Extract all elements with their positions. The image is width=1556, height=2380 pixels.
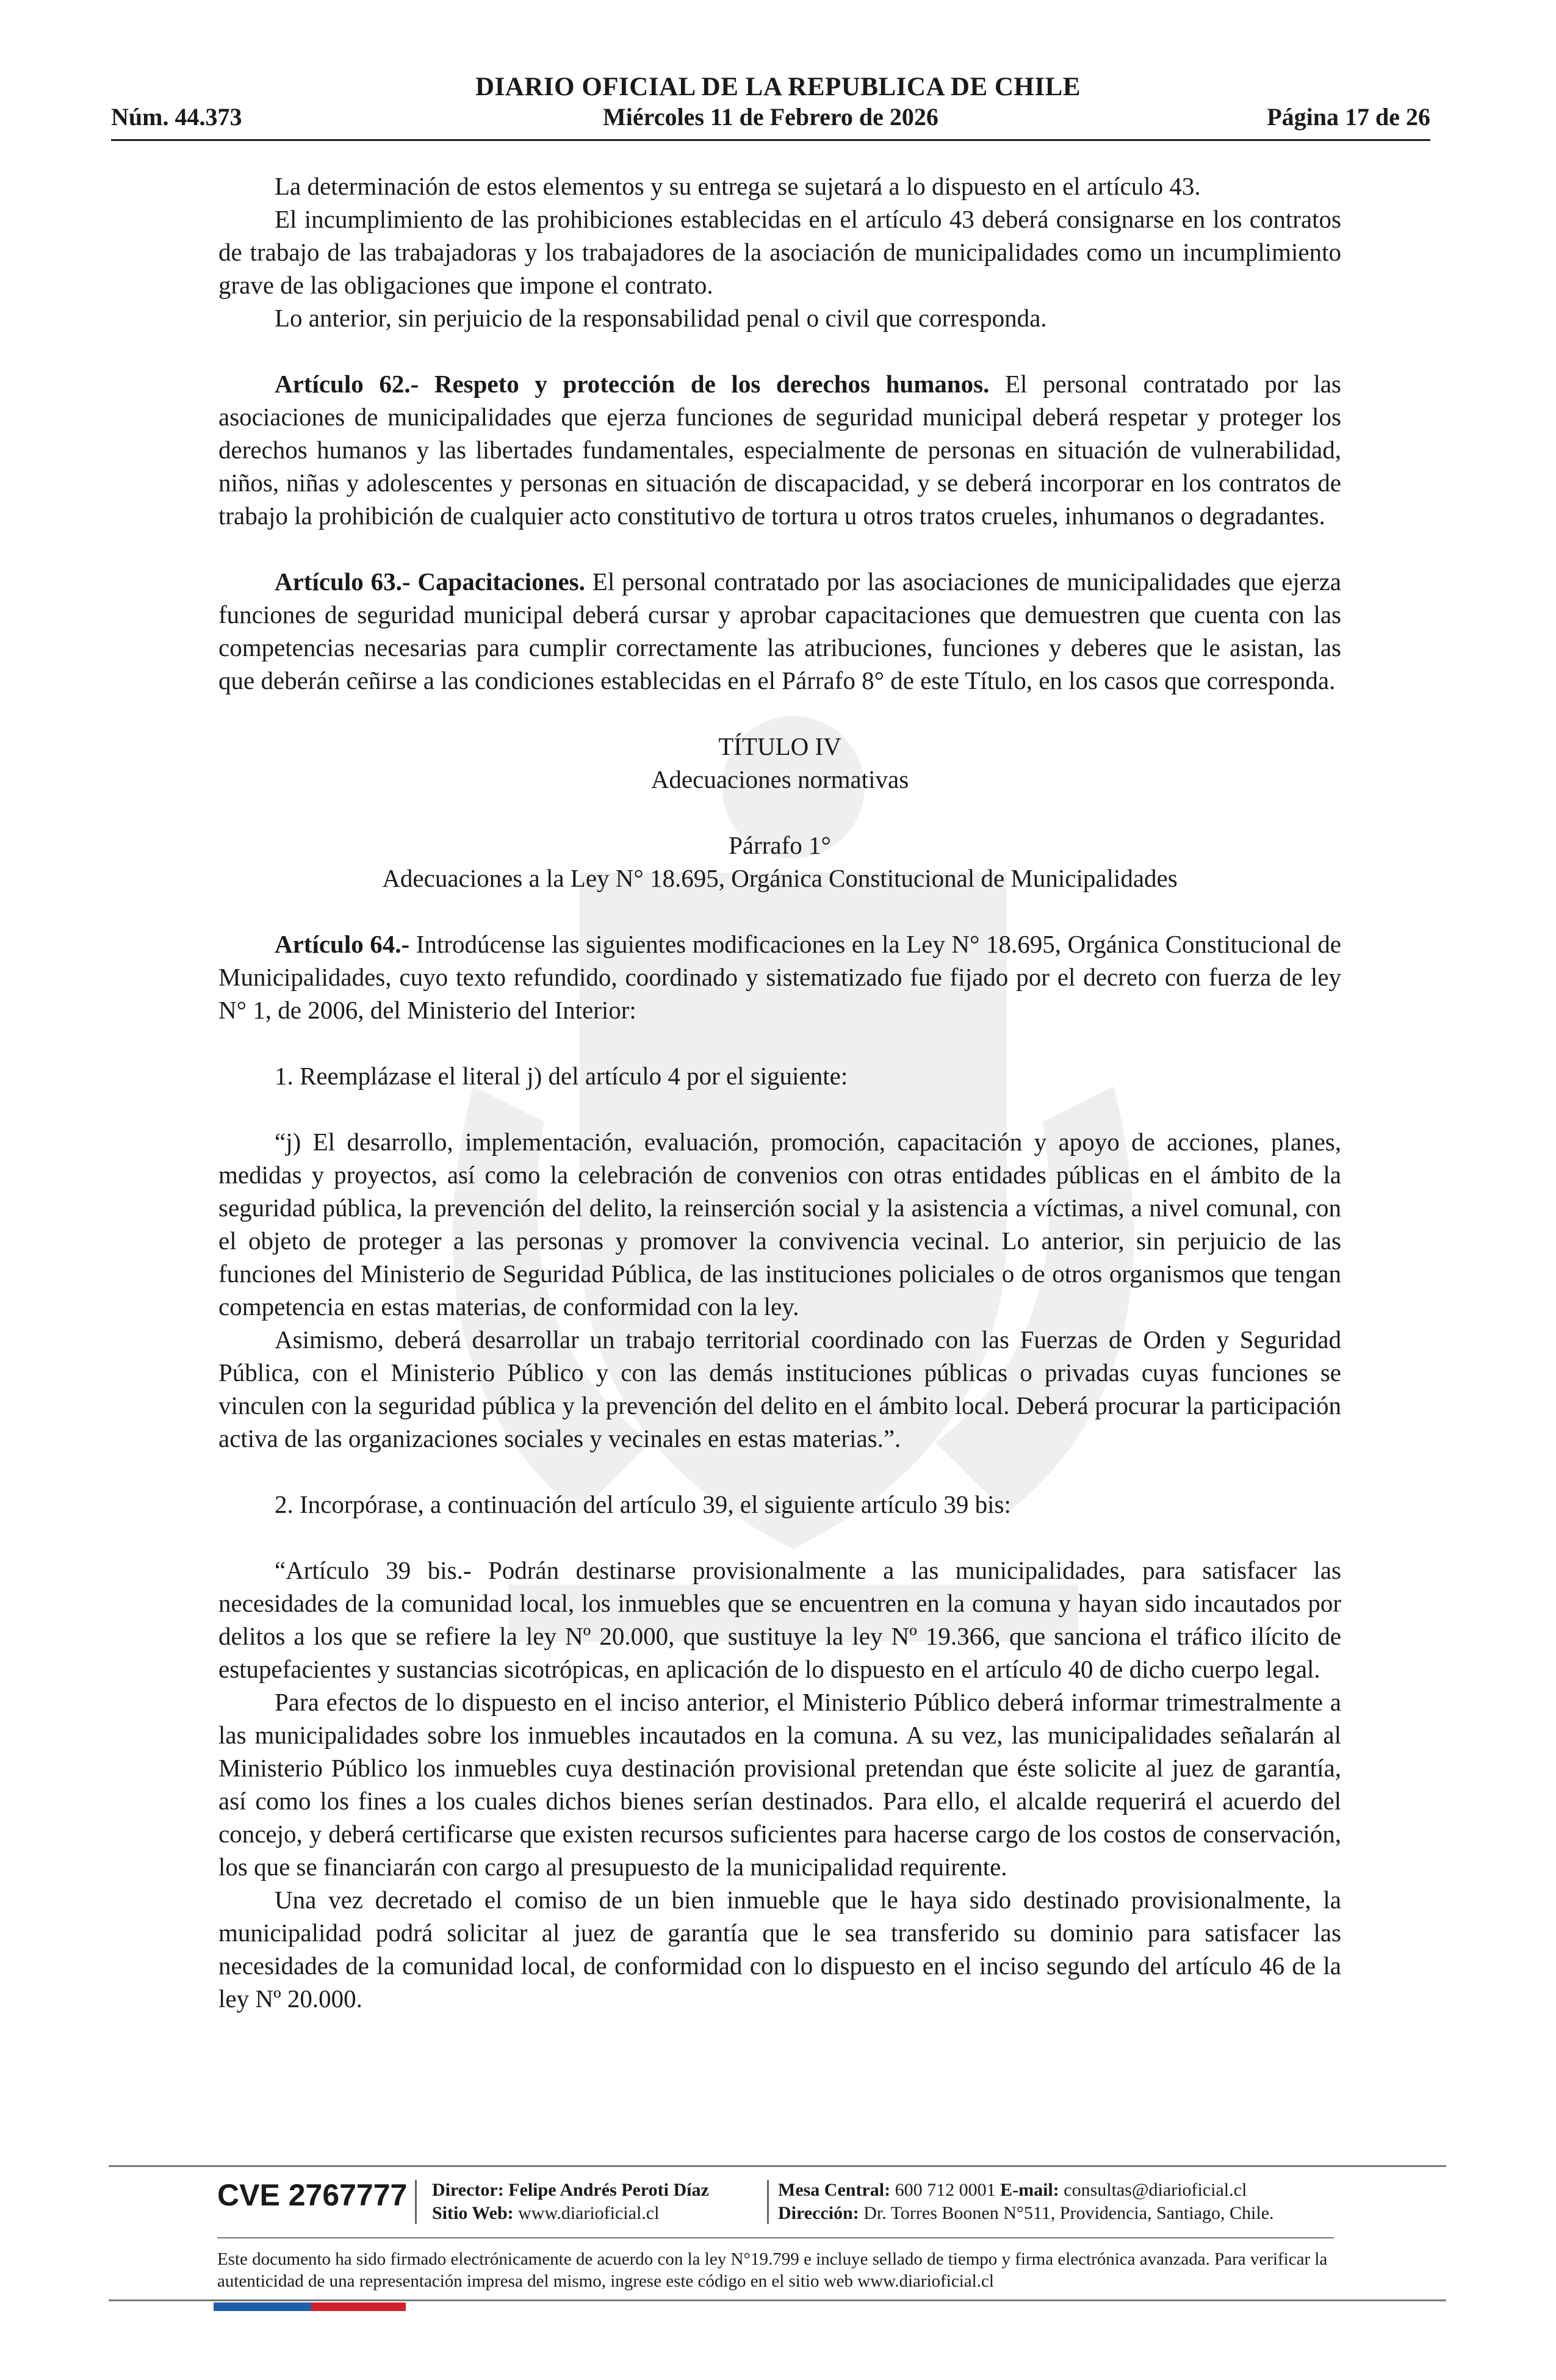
article-63 <box>218 565 1341 697</box>
director-info <box>432 2179 709 2225</box>
numbered-item-1: 1. Reemplázase el literal j) del artículo 4 por el siguiente: <box>275 1062 848 1090</box>
page-number: Página 17 de 26 <box>1267 103 1430 131</box>
email-link[interactable]: consultas@diarioficial.cl <box>1059 2180 1247 2200</box>
phone-label: Mesa Central: <box>778 2180 891 2200</box>
article-62-text: El personal contratado por las asociaciones de municipalidades que ejerza funciones de seguridad municipal deberá respetar y proteger los derechos humanos y las libertades fundamentales, especialmente de personas en situación de vulnerabilidad, niños, niñas y adolescentes y personas en situación de discapacidad, y se deberá incorporar en los contratos de trabajo la prohibición de cualquier acto constitutivo de tortura u otros tratos crueles, inhumanos o degradantes. <box>218 370 1342 530</box>
title-heading: TÍTULO IV <box>718 732 841 760</box>
paragraph-heading: Párrafo 1° <box>729 831 831 859</box>
email-label: E-mail: <box>1000 2180 1059 2200</box>
issue-number: Núm. 44.373 <box>111 103 242 131</box>
website-label: Sitio Web: <box>432 2203 514 2223</box>
footer-divider <box>217 2237 1334 2238</box>
article-64-text: Introdúcense las siguientes modificaciones en la Ley N° 18.695, Orgánica Constitucional de Municipalidades, cuyo texto refundido, coordinado y sistematizado fue fijado por el decreto con fuerza de ley N° 1, de 2006, del Ministerio del Interior: <box>218 930 1341 1024</box>
paragraph: La determinación de estos elementos y su entrega se sujetará a lo dispuesto en el artículo 43. <box>275 172 1201 200</box>
legal-notice: Este documento ha sido firmado electrónicamente de acuerdo con la ley N°19.799 e incluye sellado de tiempo y firma electrónica avanzada. Para verificar la autenticidad de una representación impresa del mismo, ingrese este código en el sitio web www.diarioficial.cl <box>217 2249 1328 2291</box>
numbered-item-2: 2. Incorpórase, a continuación del artículo 39, el siguiente artículo 39 bis: <box>275 1490 1011 1518</box>
footer-divider <box>109 2299 1446 2301</box>
footer-divider <box>109 2165 1446 2167</box>
article-62-title: Artículo 62.- Respeto y protección de los derechos humanos. <box>275 370 990 398</box>
contact-info <box>778 2179 1274 2225</box>
footer-separator <box>767 2180 769 2224</box>
title-subheading: Adecuaciones normativas <box>650 765 909 793</box>
phone-value: 600 712 0001 <box>890 2180 1001 2200</box>
document-body <box>218 170 1341 2015</box>
director-label: Director: <box>432 2180 504 2200</box>
quoted-paragraph: “j) El desarrollo, implementación, evaluación, promoción, capacitación y apoyo de acciones, planes, medidas y proyectos, así como la celebración de convenios con otras entidades públicas en el ámbito de la seguridad pública, la prevención del delito, la reinserción social y la asistencia a víctimas, a nivel comunal, con el objeto de proteger a las personas y promover la convivencia vecinal. Lo anterior, sin perjuicio de las funciones del Ministerio de Seguridad Pública, de las instituciones policiales o de otros organismos que tengan competencia en estas materias, de conformidad con la ley. <box>218 1128 1341 1321</box>
header-row <box>111 103 1430 134</box>
header-divider <box>111 139 1430 141</box>
quoted-paragraph: Una vez decretado el comiso de un bien inmueble que le haya sido destinado provisionalmente, la municipalidad podrá solicitar al juez de garantía que le sea transferido su dominio para satisfacer las necesidades de la comunidad local, de conformidad con lo dispuesto en el inciso segundo del artículo 46 de la ley Nº 20.000. <box>218 1886 1341 2013</box>
article-62 <box>218 367 1341 532</box>
flag-stripe-red <box>311 2302 406 2311</box>
quoted-paragraph: Asimismo, deberá desarrollar un trabajo territorial coordinado con las Fuerzas de Orden y Seguridad Pública, con el Ministerio Público y con las demás instituciones públicas o privadas cuyas funciones se vinculen con la seguridad pública y la prevención del delito en el ámbito local. Deberá procurar la participación activa de las organizaciones sociales y vecinales en estas materias.”. <box>218 1325 1341 1452</box>
quoted-paragraph: “Artículo 39 bis.- Podrán destinarse provisionalmente a las municipalidades, para satisfacer las necesidades de la comunidad local, los inmuebles que se encuentren en la comuna y hayan sido incautados por delitos a los que se refiere la ley Nº 20.000, que sustituye la ley Nº 19.366, que sanciona el tráfico ilícito de estupefacientes y sustancias sicotrópicas, en aplicación de lo dispuesto en el artículo 40 de dicho cuerpo legal. <box>218 1556 1341 1683</box>
director-name: Felipe Andrés Peroti Díaz <box>503 2180 709 2200</box>
quoted-paragraph: Para efectos de lo dispuesto en el inciso anterior, el Ministerio Público deberá informar trimestralmente a las municipalidades sobre los inmuebles incautados en la comuna. A su vez, las municipalidades señalarán al Ministerio Público los inmuebles cuya destinación provisional pretendan que éste solicite al juez de garantía, así como los fines a los cuales dichos bienes serían destinados. Para ello, el alcalde requerirá el acuerdo del concejo, y deberá certificarse que existen recursos suficientes para hacerse cargo de los costos de conservación, los que se financiarán con cargo al presupuesto de la municipalidad requirente. <box>218 1688 1341 1881</box>
article-63-text: El personal contratado por las asociaciones de municipalidades que ejerza funciones de seguridad municipal deberá cursar y aprobar capacitaciones que demuestren que cuenta con las competencias necesarias para cumplir correctamente las atribuciones, funciones y deberes que le asistan, las que deberán ceñirse a las condiciones establecidas en el Párrafo 8° de este Título, en los casos que corresponda. <box>218 568 1341 694</box>
cve-code: CVE 2767777 <box>217 2178 408 2212</box>
paragraph: Lo anterior, sin perjuicio de la responsabilidad penal o civil que corresponda. <box>275 304 1047 332</box>
website-link[interactable]: www.diarioficial.cl <box>513 2203 660 2223</box>
issue-date: Miércoles 11 de Febrero de 2026 <box>603 103 938 131</box>
paragraph-subheading: Adecuaciones a la Ley N° 18.695, Orgánica Constitucional de Municipalidades <box>382 864 1178 892</box>
address-label: Dirección: <box>778 2203 859 2223</box>
footer-separator <box>415 2180 417 2224</box>
address-value: Dr. Torres Boonen N°511, Providencia, Santiago, Chile. <box>859 2203 1274 2223</box>
article-63-title: Artículo 63.- Capacitaciones. <box>275 568 585 596</box>
paragraph: El incumplimiento de las prohibiciones establecidas en el artículo 43 deberá consignarse en los contratos de trabajo de las trabajadoras y los trabajadores de la asociación de municipalidades como un incumplimiento grave de las obligaciones que impone el contrato. <box>218 205 1341 299</box>
article-64 <box>218 928 1341 1026</box>
article-64-title: Artículo 64.- <box>275 930 410 958</box>
publication-title: DIARIO OFICIAL DE LA REPUBLICA DE CHILE <box>475 73 1081 101</box>
flag-stripe-blue <box>214 2302 311 2311</box>
